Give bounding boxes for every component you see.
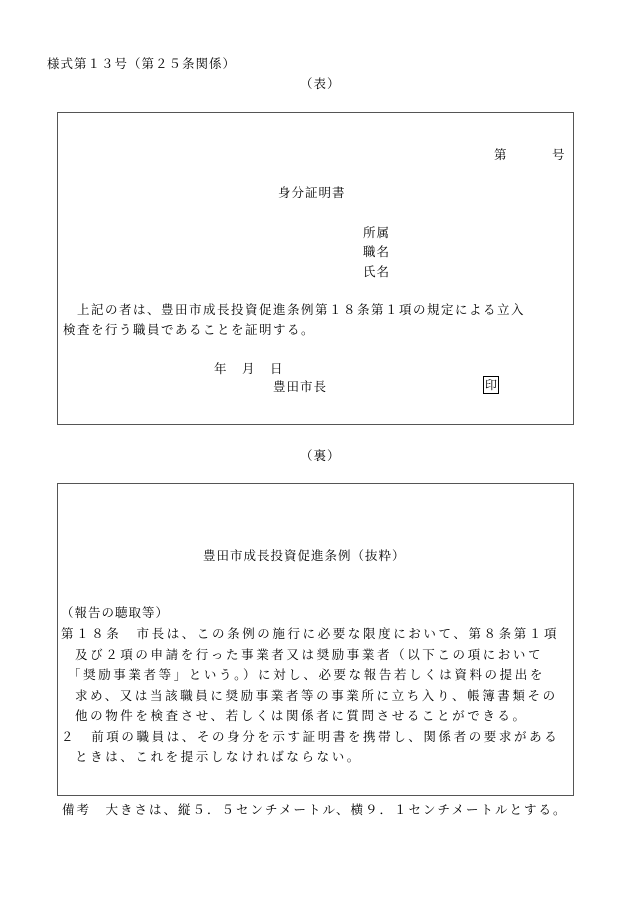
certification-statement-line2: 検査を行う職員であることを証明する。 [63,322,316,337]
field-position: 職名 [363,244,391,259]
date-day: 日 [270,361,284,376]
date-month: 月 [242,361,256,376]
date-year: 年 [214,361,228,376]
certificate-number-dai: 第 [494,147,508,162]
field-affiliation: 所属 [363,225,391,240]
ordinance-title: 豊田市成長投資促進条例（抜粋） [203,548,406,563]
field-name: 氏名 [363,264,391,279]
article-18-line: 第１８条 市長は、この条例の施行に必要な限度において、第８条第１項 [61,626,560,641]
issuer-mayor: 豊田市長 [273,379,328,394]
form-number: 様式第１３号（第２５条関係） [47,56,237,71]
seal-stamp-mark: 印 [485,378,498,392]
certification-statement-line1: 上記の者は、豊田市成長投資促進条例第１８条第１項の規定による立入 [77,302,526,317]
paragraph-2-line: ときは、これを提示しなければならない。 [75,749,362,764]
article-18-line: 他の物件を検査させ、若しくは関係者に質問させることができる。 [75,708,528,723]
certificate-title: 身分証明書 [278,185,346,200]
section-heading: （報告の聴取等） [61,605,170,620]
article-18-line: 及び２項の申請を行った事業者又は奨励事業者（以下この項において [75,647,544,662]
paragraph-2-line: ２ 前項の職員は、その身分を示す証明書を携帯し、関係者の要求がある [61,729,560,744]
front-side-label: （表） [300,76,341,91]
article-18-line: 求め、又は当該職員に奨励事業者等の事業所に立ち入り、帳簿書類その [75,688,558,703]
article-18-line: 「奨励事業者等」という。）に対し、必要な報告若しくは資料の提出を [68,667,545,682]
size-note: 備考 大きさは、縦５．５センチメートル、横９．１センチメートルとする。 [62,802,568,817]
back-side-label: （裏） [300,448,341,463]
certificate-number-go: 号 [552,147,566,162]
